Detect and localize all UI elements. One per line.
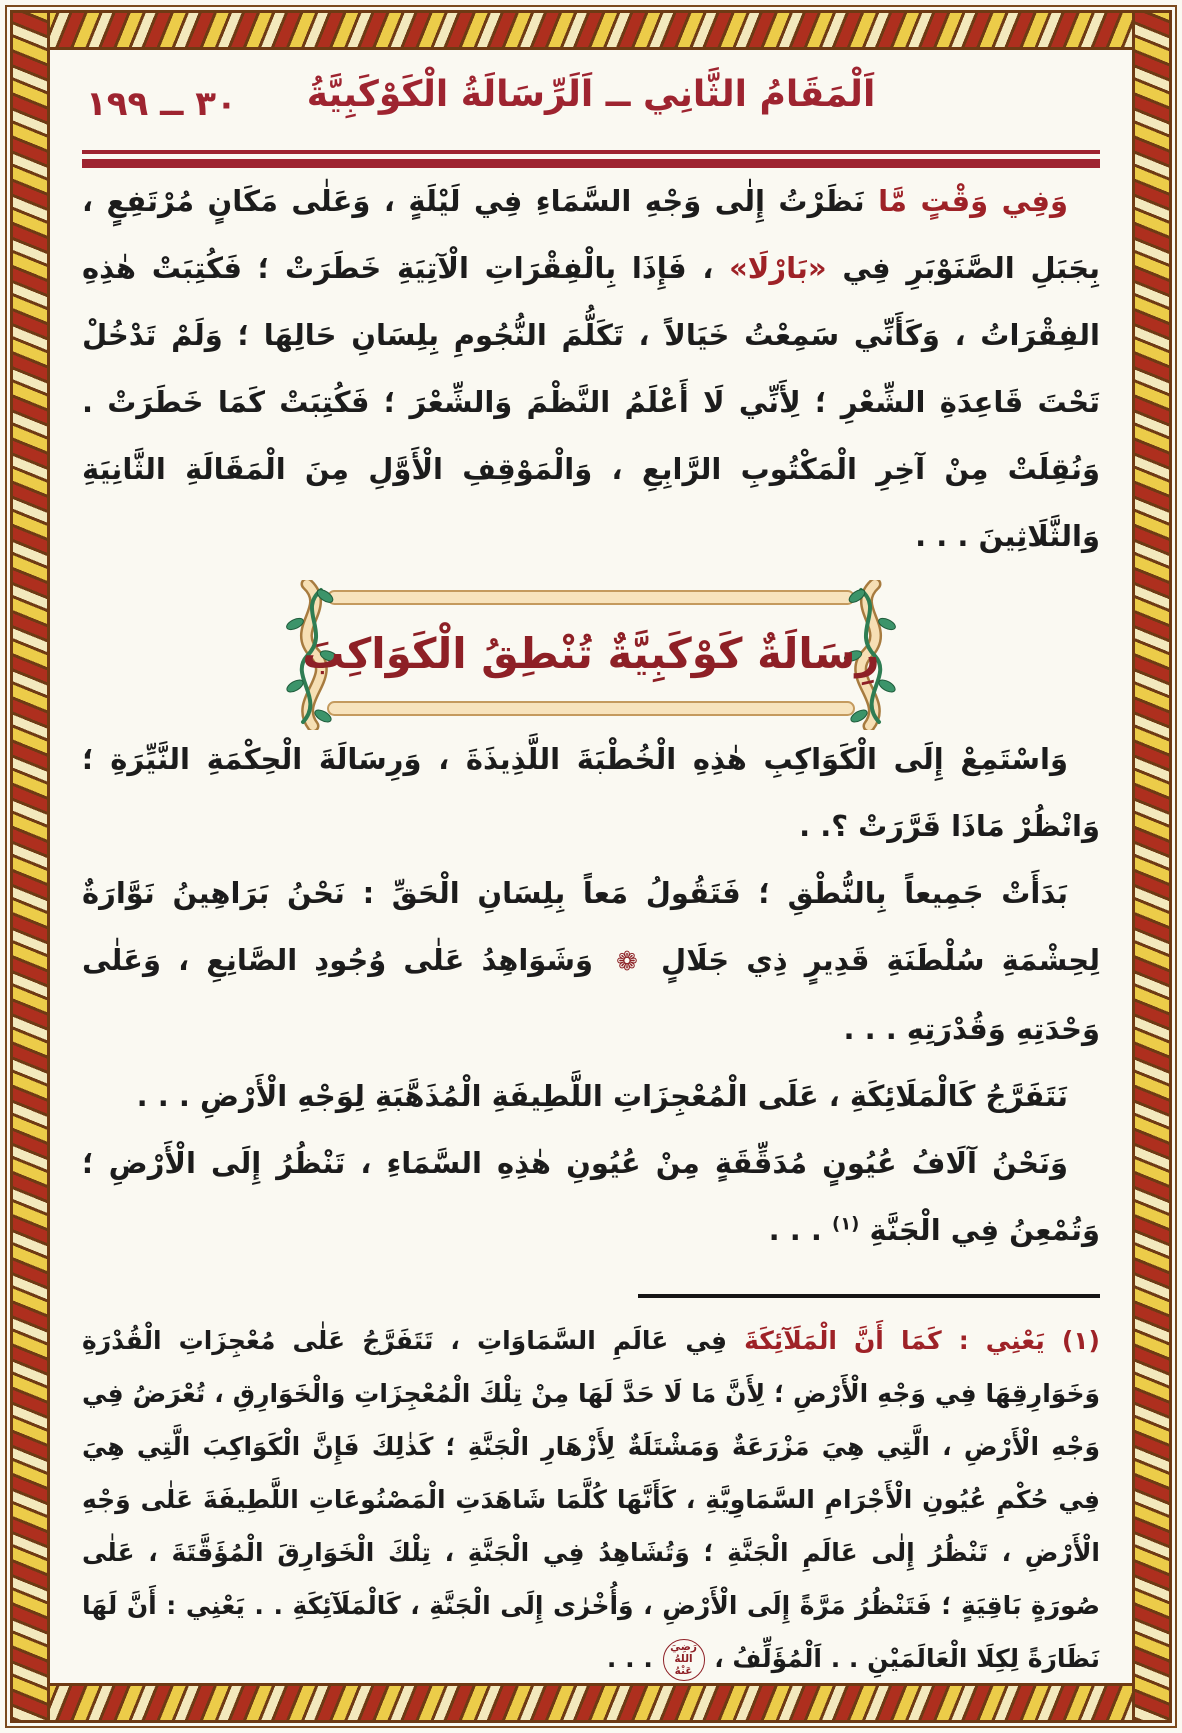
paragraph-text: وَشَوَاهِدُ عَلٰى وُجُودِ الصَّانِعِ ، وَعَلٰى وَحْدَتِهِ وَقُدْرَتِهِ . . .: [82, 943, 1100, 1046]
paragraph-eyes: [82, 1130, 1100, 1264]
page-title: اَلْمَقَامُ الثَّانِي ــ اَلَرِّسَالَةُ الْكَوْكَبِيَّةُ: [306, 74, 876, 115]
footnote-text: فِي عَالَمِ السَّمَاوَاتِ ، تَتَفَرَّجُ عَلٰى مُعْجِزَاتِ الْقُدْرَةِ وَخَوَارِقِهَا فِي وَجْهِ الْأَرْضِ ؛ لِأَنَّ مَا لَا حَدَّ لَهَا مِنْ تِلْكَ الْمُعْجِزَاتِ وَالْخَوَارِقِ ، تُعْرَضُ فِي وَجْهِ الْأَرْضِ ، الَّتِي هِيَ مَزْرَعَةٌ وَمَشْتَلَةٌ لِأَزْهَارِ الْجَنَّةِ ؛ كَذٰلِكَ فَإِنَّ الْكَوَاكِبَ الَّتِي هِيَ فِي حُكْمِ عُيُونِ الْأَجْرَامِ السَّمَاوِيَّةِ ، كَأَنَّهَا كُلَّمَا شَاهَدَتِ الْمَصْنُوعَاتِ اللَّطِيفَةَ عَلٰى وَجْهِ الْأَرْضِ ، تَنْظُرُ إِلٰى عَالَمِ الْجَنَّةِ ؛ وَتُشَاهِدُ فِي الْجَنَّةِ ، تِلْكَ الْخَوَارِقَ الْمُؤَقَّتَةَ ، عَلٰى صُورَةٍ بَاقِيَةٍ ؛ فَتَنْظُرُ مَرَّةً إِلَى الْأَرْضِ ، وَأُخْرٰى إِلَى الْجَنَّةِ ، كَالْمَلَآئِكَةِ . . يَعْنِي : أَنَّ لَهَا نَظَارَةً لِكِلَا الْعَالَمَيْنِ . . اَلْمُؤَلِّفُ ،: [82, 1326, 1100, 1673]
author-seal-icon: رَضِيَ اللهُ عَنْهُ: [663, 1639, 705, 1681]
footnote-reference: (١): [831, 1213, 860, 1235]
paragraph-angels: نَتَفَرَّجُ كَالْمَلَائِكَةِ ، عَلَى الْمُعْجِزَاتِ اللَّطِيفَةِ الْمُذَهَّبَةِ لِوَجْهِ الْأَرْضِ . . .: [136, 1079, 1068, 1113]
paragraph-lead-phrase: وَفِي وَقْتٍ مَّا: [878, 184, 1068, 218]
paragraph-text: بَدَأَتْ جَمِيعاً بِالنُّطْقِ ؛ فَتَقُولُ مَعاً بِلِسَانِ الْحَقِّ : نَحْنُ بَرَاهِينُ نَوَّارَةٌ لِحِشْمَةِ سُلْطَنَةِ قَدِيرٍ ذِي جَلَالٍ: [82, 876, 1100, 977]
header-double-rule: [82, 150, 1100, 168]
banner-title: رِسَالَةٌ كَوْكَبِيَّةٌ تُنْطِقُ الْكَوَاكِبَ: [302, 628, 880, 678]
page-numbers: ٣٠ ــ ١٩٩: [86, 84, 237, 124]
page-content: [82, 50, 1100, 1683]
footnote-separator: [638, 1294, 1100, 1298]
rosette-divider-icon: ❁: [616, 947, 638, 977]
ornamental-border-top: [10, 10, 1172, 50]
place-name-barla: «بَارْلَا»: [729, 251, 827, 285]
footnote-paragraph: [82, 1314, 1100, 1685]
paragraph-text: . . .: [768, 1213, 832, 1247]
ornamental-border-bottom: [10, 1683, 1172, 1723]
footnote-text: . . .: [606, 1644, 662, 1673]
page-header: [82, 74, 1100, 146]
footnote-lead: (١) يَعْنِي : كَمَا أَنَّ الْمَلَآئِكَةَ: [744, 1326, 1100, 1355]
header-rule-thick: [82, 159, 1100, 168]
paragraph-text: نَظَرْتُ إِلٰى وَجْهِ السَّمَاءِ فِي لَيْلَةٍ ، وَعَلٰى مَكَانٍ مُرْتَفِعٍ ، بِجَبَلِ الصَّنَوْبَرِ فِي: [82, 184, 1100, 285]
paragraph-intro: [82, 168, 1100, 570]
ornamental-border-right: [1132, 10, 1172, 1723]
ornamental-border-left: [10, 10, 50, 1723]
paragraph-listen: وَاسْتَمِعْ إِلَى الْكَوَاكِبِ هٰذِهِ الْخُطْبَةَ اللَّذِيذَةَ ، وَرِسَالَةَ الْحِكْمَةِ النَّيِّرَةِ ؛ وَانْظُرْ مَاذَا قَرَّرَتْ ؟. .: [82, 742, 1100, 843]
section-title-banner: [291, 586, 891, 720]
paragraph-text: وَنَحْنُ آلَافُ عُيُونٍ مُدَقِّقَةٍ مِنْ عُيُونِ هٰذِهِ السَّمَاءِ ، تَنْظُرُ إِلَى الْأَرْضِ ؛ وَتُمْعِنُ فِي الْجَنَّةِ: [82, 1146, 1100, 1247]
paragraph-text: ، فَإِذَا بِالْفِقْرَاتِ الْآتِيَةِ خَطَرَتْ ؛ فَكُتِبَتْ هٰذِهِ الفِقْرَاتُ ، وَكَأَنِّي سَمِعْتُ خَيَالاً ، تَكَلُّمَ النُّجُومِ بِلِسَانِ حَالِهَا ؛ وَلَمْ تَدْخُلْ تَحْتَ قَاعِدَةِ الشِّعْرِ ؛ لِأَنِّي لَا أَعْلَمُ النَّظْمَ وَالشِّعْرَ ؛ فَكُتِبَتْ كَمَا خَطَرَتْ . وَنُقِلَتْ مِنْ آخِرِ الْمَكْتُوبِ الرَّابِعِ ، وَالْمَوْقِفِ الْأَوَّلِ مِنَ الْمَقَالَةِ الثَّانِيَةِ وَالثَّلَاثِينَ . . .: [82, 251, 1100, 553]
paragraph-proclamation: [82, 860, 1100, 1063]
